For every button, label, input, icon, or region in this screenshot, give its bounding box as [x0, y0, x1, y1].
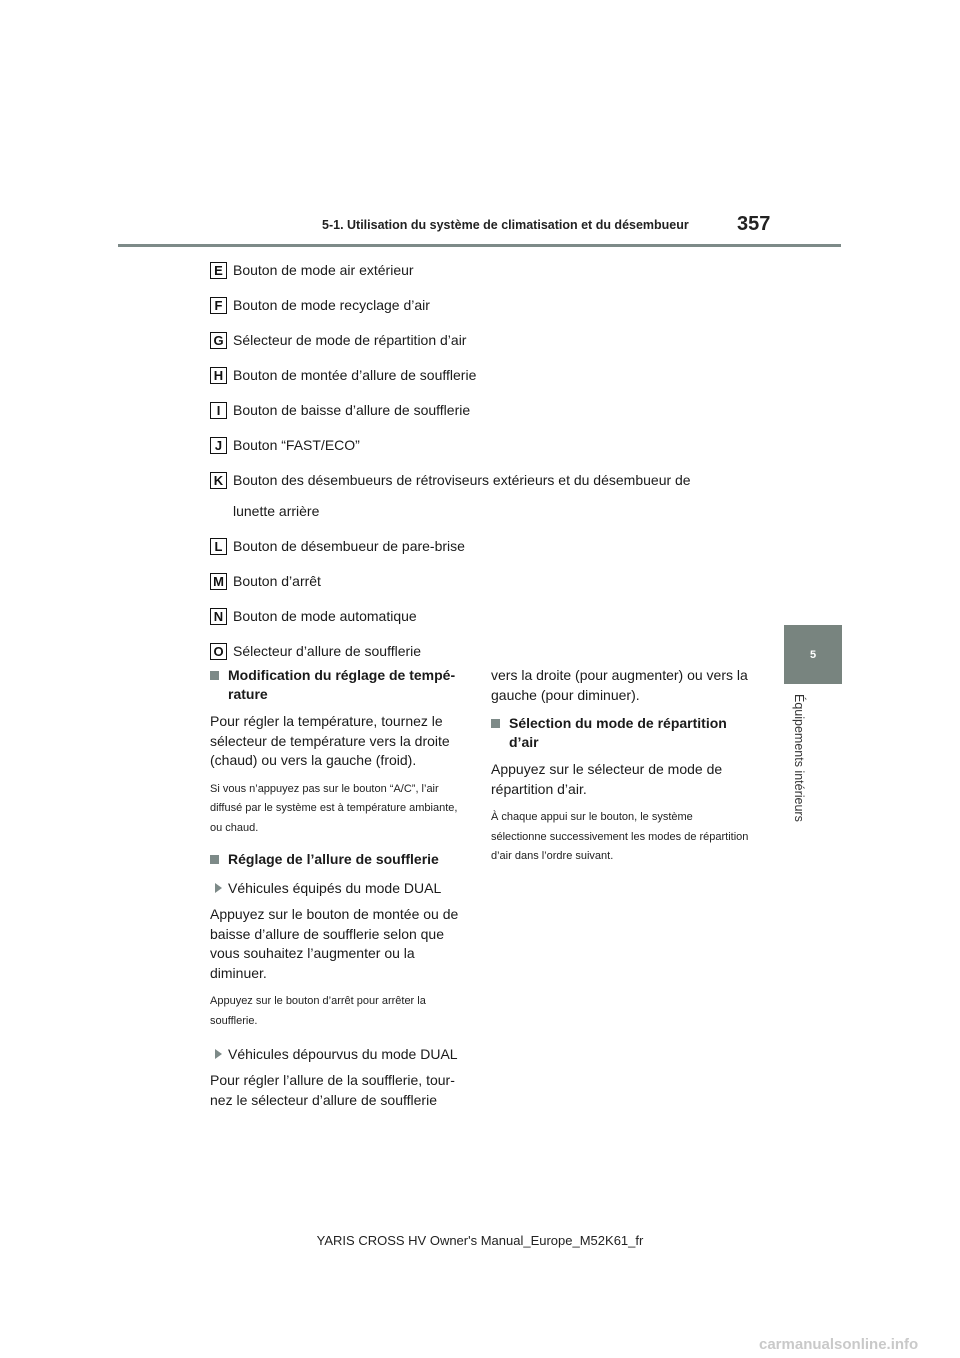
- legend-letter-badge: I: [210, 402, 227, 419]
- section-heading: [491, 714, 749, 752]
- bullet-text: Véhicules équipés du mode DUAL: [228, 880, 442, 896]
- heading-text: Modification du réglage de tempé-rature: [228, 667, 456, 702]
- bullet-text: Véhicules dépourvus du mode DUAL: [228, 1046, 458, 1062]
- body-paragraph: Appuyez sur le bouton de montée ou de baisse d’allure de soufflerie selon que vous souhaitez l’augmenter ou la diminuer.: [210, 906, 459, 981]
- heading-text: Réglage de l’allure de soufflerie: [228, 851, 439, 867]
- sub-bullet: [210, 877, 468, 899]
- body-paragraph: Pour régler l’allure de la soufflerie, tour-nez le sélecteur d’allure de soufflerie: [210, 1072, 455, 1108]
- legend-text: Bouton de mode recyclage d’air: [233, 297, 430, 313]
- legend-text: Bouton de mode air extérieur: [233, 262, 414, 278]
- legend-letter-badge: O: [210, 643, 227, 660]
- manual-footer: YARIS CROSS HV Owner's Manual_Europe_M52K61_fr: [316, 1233, 644, 1248]
- chapter-tab: [784, 625, 842, 684]
- watermark: carmanualsonline.info: [759, 1336, 919, 1353]
- square-bullet-icon: [491, 719, 500, 728]
- legend-letter-badge: F: [210, 297, 227, 314]
- legend-text: Sélecteur de mode de répartition d’air: [233, 332, 467, 348]
- legend-text: Bouton de baisse d’allure de soufflerie: [233, 402, 471, 418]
- legend-text: Bouton de désembueur de pare-brise: [233, 538, 465, 554]
- right-column: [491, 666, 749, 879]
- section-heading: [210, 666, 468, 704]
- legend-letter-badge: H: [210, 367, 227, 384]
- note-paragraph: Appuyez sur le bouton d’arrêt pour arrêter la soufflerie.: [210, 995, 426, 1027]
- heading-text: Sélection du mode de répartition d’air: [509, 715, 727, 750]
- legend-text: Bouton de mode automatique: [233, 608, 417, 624]
- page-number: 357: [737, 213, 771, 235]
- triangle-bullet-icon: [215, 1049, 222, 1059]
- note-paragraph: À chaque appui sur le bouton, le système sélectionne successivement les modes de répartition d’air dans l’ordre suivant.: [491, 811, 749, 862]
- section-heading: [210, 850, 468, 869]
- chapter-number: 5: [809, 648, 817, 661]
- legend-letter-badge: N: [210, 608, 227, 625]
- body-paragraph: Pour régler la température, tournez le sélecteur de température vers la droite (chaud) ou vers la gauche (froid).: [210, 713, 450, 768]
- chapter-title: Équipements intérieurs: [792, 694, 806, 822]
- sub-bullet: [210, 1043, 468, 1065]
- legend-text: Bouton de montée d’allure de soufflerie: [233, 367, 477, 383]
- note-paragraph: Si vous n’appuyez pas sur le bouton “A/C”, l’air diffusé par le système est à température ambiante, ou chaud.: [210, 782, 458, 834]
- left-column: [210, 666, 468, 1119]
- legend-letter-badge: E: [210, 262, 227, 279]
- legend-letter-badge: M: [210, 573, 227, 590]
- legend-letter-badge: L: [210, 538, 227, 555]
- legend-text: Sélecteur d’allure de soufflerie: [233, 643, 422, 659]
- legend-letter-badge: K: [210, 472, 227, 489]
- legend-text: Bouton d’arrêt: [233, 573, 321, 589]
- body-paragraph: vers la droite (pour augmenter) ou vers la gauche (pour diminuer).: [491, 667, 748, 703]
- legend-letter-badge: J: [210, 437, 227, 454]
- triangle-bullet-icon: [215, 883, 222, 893]
- legend-letter-badge: G: [210, 332, 227, 349]
- legend-text: Bouton “FAST/ECO”: [233, 437, 360, 453]
- square-bullet-icon: [210, 855, 219, 864]
- section-title: 5-1. Utilisation du système de climatisation et du désembueur: [322, 218, 689, 232]
- legend-text: Bouton des désembueurs de rétroviseurs extérieurs et du désembueur de lunette arrière: [233, 472, 691, 519]
- square-bullet-icon: [210, 671, 219, 680]
- header-divider: [118, 244, 841, 247]
- body-paragraph: Appuyez sur le sélecteur de mode de répartition d’air.: [491, 761, 723, 797]
